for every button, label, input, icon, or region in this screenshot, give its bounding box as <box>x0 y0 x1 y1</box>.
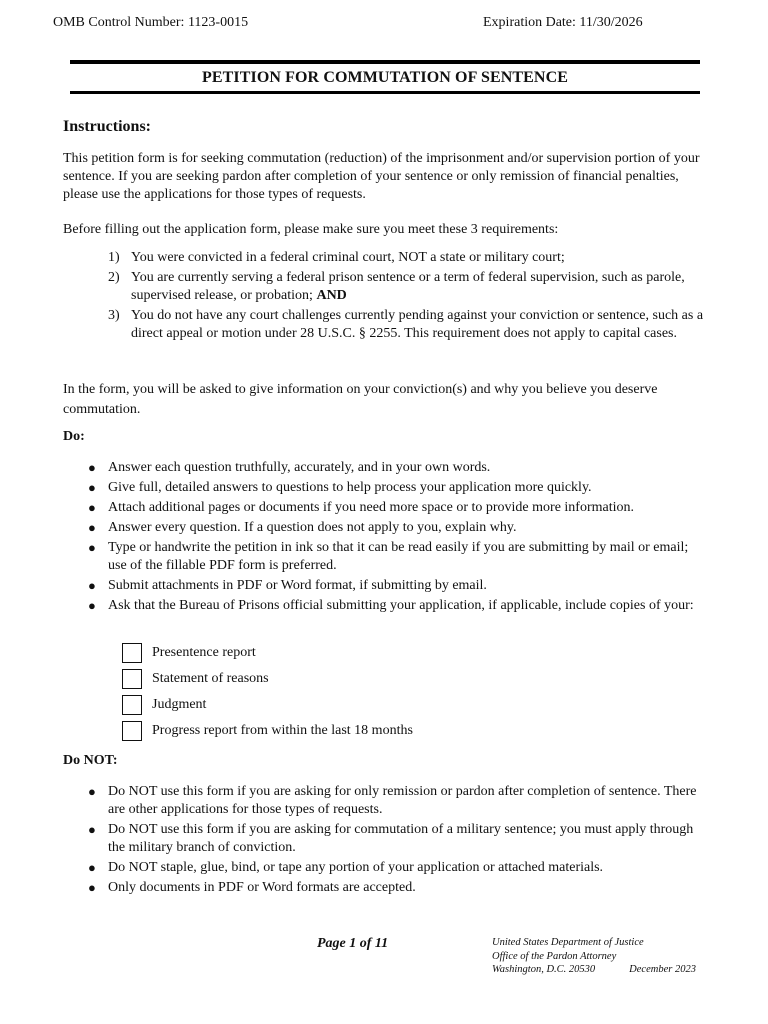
list-item: ● Answer every question. If a question does not apply to you, explain why. <box>88 520 517 535</box>
document-checklist <box>122 640 413 744</box>
bullet-icon: ● <box>88 880 96 895</box>
bullet-icon: ● <box>88 480 96 495</box>
checklist-label: Statement of reasons <box>152 671 269 686</box>
requirement-number: 2) <box>108 270 120 285</box>
list-item: ● Do NOT staple, glue, bind, or tape any portion of your application or attached materials. <box>88 860 604 875</box>
do-list <box>88 459 708 617</box>
instructions-heading: Instructions: <box>63 118 152 135</box>
bullet-icon: ● <box>88 540 96 555</box>
revision-date: December 2023 <box>629 964 696 975</box>
list-item: ● Give full, detailed answers to questions to help process your application more quickly. <box>88 480 592 495</box>
requirement-text: You are currently serving a federal prison sentence or a term of federal supervision, such as parole, supervised release, or probation; <box>131 270 685 303</box>
list-item: ● Only documents in PDF or Word formats are accepted. <box>88 880 416 895</box>
checklist-item-statement-of-reasons[interactable] <box>122 666 413 692</box>
requirement-item <box>108 307 708 343</box>
requirement-item <box>108 269 708 305</box>
bullet-icon: ● <box>88 598 96 613</box>
office-address: Washington, D.C. 20530 <box>492 964 596 975</box>
expiration-date: Expiration Date: 11/30/2026 <box>483 15 643 30</box>
checkbox[interactable] <box>122 721 142 741</box>
checklist-label: Progress report from within the last 18 months <box>152 723 413 738</box>
omb-control-number: OMB Control Number: 1123-0015 <box>53 15 249 30</box>
list-item: ● Do NOT use this form if you are asking for only remission or pardon after completion of sentence. There are other applications for those types of requests. <box>88 784 697 817</box>
bullet-icon: ● <box>88 784 96 799</box>
bullet-icon: ● <box>88 520 96 535</box>
checklist-label: Presentence report <box>152 645 256 660</box>
list-item: ● Do NOT use this form if you are asking for commutation of a military sentence; you must apply through the military branch of conviction. <box>88 822 694 855</box>
checklist-label: Judgment <box>152 697 207 712</box>
checklist-item-judgment[interactable] <box>122 692 413 718</box>
checklist-item-progress-report[interactable] <box>122 718 413 744</box>
checkbox[interactable] <box>122 643 142 663</box>
page-number: Page 1 of 11 <box>317 936 389 951</box>
document-title-band <box>70 60 700 94</box>
requirement-number: 3) <box>108 308 120 323</box>
list-item: ● Answer each question truthfully, accurately, and in your own words. <box>88 460 491 475</box>
requirement-text: You do not have any court challenges currently pending against your conviction or sentence, such as a direct appeal or motion under 28 U.S.C. § 2255. This requirement does not apply to capital cases. <box>131 308 704 341</box>
bullet-icon: ● <box>88 860 96 875</box>
bullet-icon: ● <box>88 822 96 837</box>
list-item: ● Type or handwrite the petition in ink so that it can be read easily if you are submitting by mail or email; use of the fillable PDF form is preferred. <box>88 540 689 573</box>
requirement-number: 1) <box>108 250 120 265</box>
checklist-item-presentence-report[interactable] <box>122 640 413 666</box>
checkbox[interactable] <box>122 695 142 715</box>
bullet-icon: ● <box>88 500 96 515</box>
requirements-intro: Before filling out the application form, please make sure you meet these 3 requirements: <box>63 222 559 237</box>
intro-paragraph: This petition form is for seeking commutation (reduction) of the imprisonment and/or supervision portion of your sentence. If you are seeking pardon after completion of your sentence or only remission of financial penalties, please use the applications for those types of requests. <box>63 151 700 202</box>
do-heading: Do: <box>63 429 85 444</box>
document-title: PETITION FOR COMMUTATION OF SENTENCE <box>202 68 568 86</box>
requirement-item <box>108 249 708 267</box>
do-not-heading: Do NOT: <box>63 753 118 768</box>
requirement-and: AND <box>316 288 347 303</box>
list-item: ● Attach additional pages or documents if you need more space or to provide more information. <box>88 500 635 515</box>
list-item: ● Submit attachments in PDF or Word format, if submitting by email. <box>88 578 487 593</box>
bullet-icon: ● <box>88 578 96 593</box>
list-item: ● Ask that the Bureau of Prisons official submitting your application, if applicable, include copies of your: <box>88 598 694 613</box>
department-name: United States Department of Justice <box>492 937 644 948</box>
department-footer <box>492 936 696 977</box>
checkbox[interactable] <box>122 669 142 689</box>
do-not-list <box>88 783 708 899</box>
bullet-icon: ● <box>88 460 96 475</box>
form-intro-paragraph: In the form, you will be asked to give information on your conviction(s) and why you believe you deserve commutation. <box>63 382 658 417</box>
requirement-text: You were convicted in a federal criminal court, NOT a state or military court; <box>131 250 565 265</box>
office-name: Office of the Pardon Attorney <box>492 950 617 962</box>
